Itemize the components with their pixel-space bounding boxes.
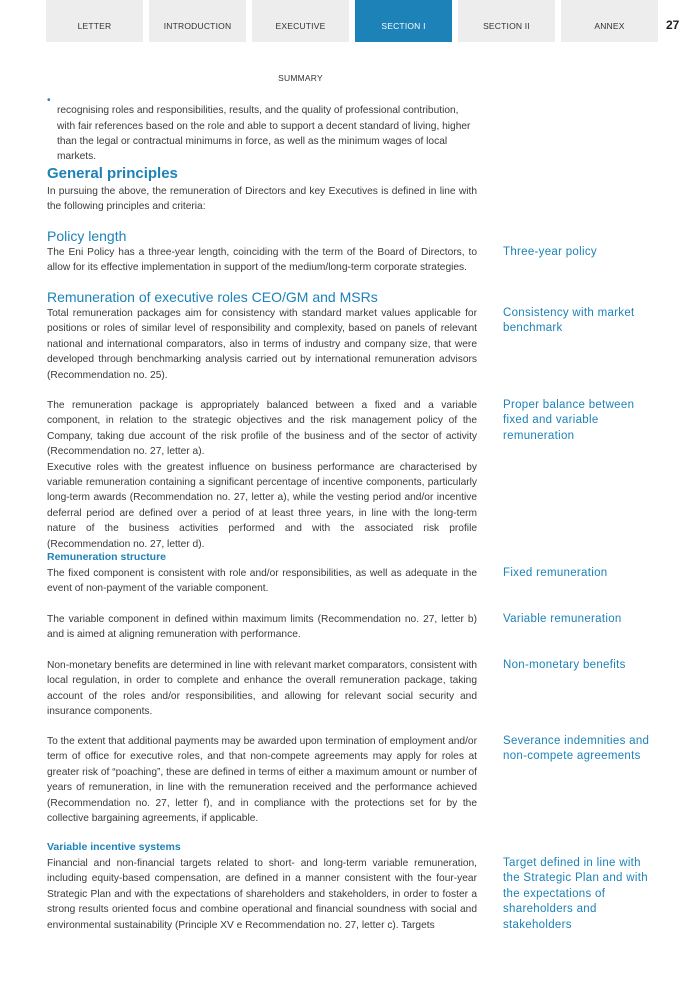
severance-text: To the extent that additional payments may be awarded upon termination of employment and/or term of office for executive roles, and that non-compete agreements may apply for roles at greater risk of “poaching”, these are defined in terms of either a maximum amount or number of years of remuneration, in line with the remuneration received and the performance achieved (Recommendation no. 27, letter f), and in compliance with the protections set for by the collective bargaining agreements, if applicable. bbox=[47, 736, 477, 825]
side-fixed-remuneration: Fixed remuneration bbox=[503, 567, 608, 579]
tab-section-i[interactable]: SECTION I bbox=[355, 0, 452, 42]
side-market-benchmark: Consistency with market benchmark bbox=[503, 307, 635, 335]
tab-section-ii[interactable]: SECTION II bbox=[458, 0, 555, 42]
variable-incentive-text: Financial and non-financial targets related to short- and long-term variable remuneration, including equity-based compensation, are defined in a manner consistent with the four-year Strategic Plan and with the expectations of shareholders and stakeholders, in order to foster a strong results oriented focus and combine operational and financial soundness with social and environmental sustainability (Principle XV e Recommendation no. 27, letter c). Targets bbox=[47, 858, 477, 931]
side-non-monetary-benefits: Non-monetary benefits bbox=[503, 659, 626, 671]
bullet-dot: • bbox=[47, 95, 51, 106]
remuneration-exec-p2: The remuneration package is appropriately balanced between a fixed and a variable component, in relation to the strategic objectives and the risk management policy of the Company, taking due account of the risk profile of the business and of the sector of activity (Recommendation no. 27, letter a). Executive roles with the greatest influence on business performance are characterised by variable remuneration containing a significant percentage of incentive components, particularly long-term awards (Recommendation no. 27, letter a), while the vesting period and/or incentive deferral period are defined over a period of at least three years, in line with the long-term nature of the business activities performed and with the associated risk profile (Recommendation no. 27, letter d). bbox=[47, 400, 477, 550]
heading-remuneration-structure: Remuneration structure bbox=[47, 551, 167, 563]
general-principles-intro: In pursuing the above, the remuneration of Directors and key Executives is defined in line with the following principles and criteria: bbox=[47, 186, 477, 213]
fixed-component-text: The fixed component is consistent with role and/or responsibilities, as well as adequate in the event of non-payment of the variable component. bbox=[47, 568, 477, 595]
bullet-item bbox=[47, 93, 477, 175]
tab-annex[interactable]: ANNEX bbox=[561, 0, 658, 42]
page-number: 27 bbox=[666, 18, 680, 32]
policy-length-text: The Eni Policy has a three-year length, coinciding with the term of the Board of Directors, to allow for its effective implementation in support of the medium/long-term corporate strategies. bbox=[47, 247, 477, 274]
tab-letter[interactable]: LETTER bbox=[46, 0, 143, 42]
heading-remuneration-executive: Remuneration of executive roles CEO/GM and MSRs bbox=[47, 289, 378, 305]
remuneration-exec-p1: Total remuneration packages aim for consistency with standard market values applicable for positions or roles of similar level of responsibility and complexity, based on panels of relevant national and international comparators, also in terms of industry and company size, that were developed through benchmarking analysis carried out by international remuneration advisors (Recommendation no. 25). bbox=[47, 308, 477, 381]
side-target-defined: Target defined in line with the Strategic Plan and with the expectations of shareholders and stakeholders bbox=[503, 857, 648, 931]
non-monetary-text: Non-monetary benefits are determined in line with relevant market comparators, consistent with local regulation, in order to complete and enhance the overall remuneration package, taking account of the roles and/or responsibilities, and allowing for relevant social security and insurance components. bbox=[47, 660, 477, 718]
side-severance: Severance indemnities and non-compete agreements bbox=[503, 735, 650, 763]
heading-general-principles: General principles bbox=[47, 165, 178, 182]
bullet-text: recognising roles and responsibilities, results, and the quality of professional contribution, with fair references based on the role and able to support a decent standard of living, higher than the legal or contractual minimums in force, as well as the minimum wages of local markets. bbox=[57, 105, 471, 163]
heading-policy-length: Policy length bbox=[47, 228, 127, 244]
heading-variable-incentive: Variable incentive systems bbox=[47, 841, 181, 853]
side-proper-balance: Proper balance between fixed and variable remuneration bbox=[503, 399, 635, 442]
tab-introduction[interactable]: INTRODUCTION bbox=[149, 0, 246, 42]
variable-component-text: The variable component in defined within maximum limits (Recommendation no. 27, letter b) and is aimed at aligning remuneration with performance. bbox=[47, 614, 477, 641]
side-three-year-policy: Three-year policy bbox=[503, 246, 597, 258]
tab-executive-summary[interactable]: EXECUTIVE SUMMARY bbox=[252, 0, 349, 42]
side-variable-remuneration: Variable remuneration bbox=[503, 613, 622, 625]
